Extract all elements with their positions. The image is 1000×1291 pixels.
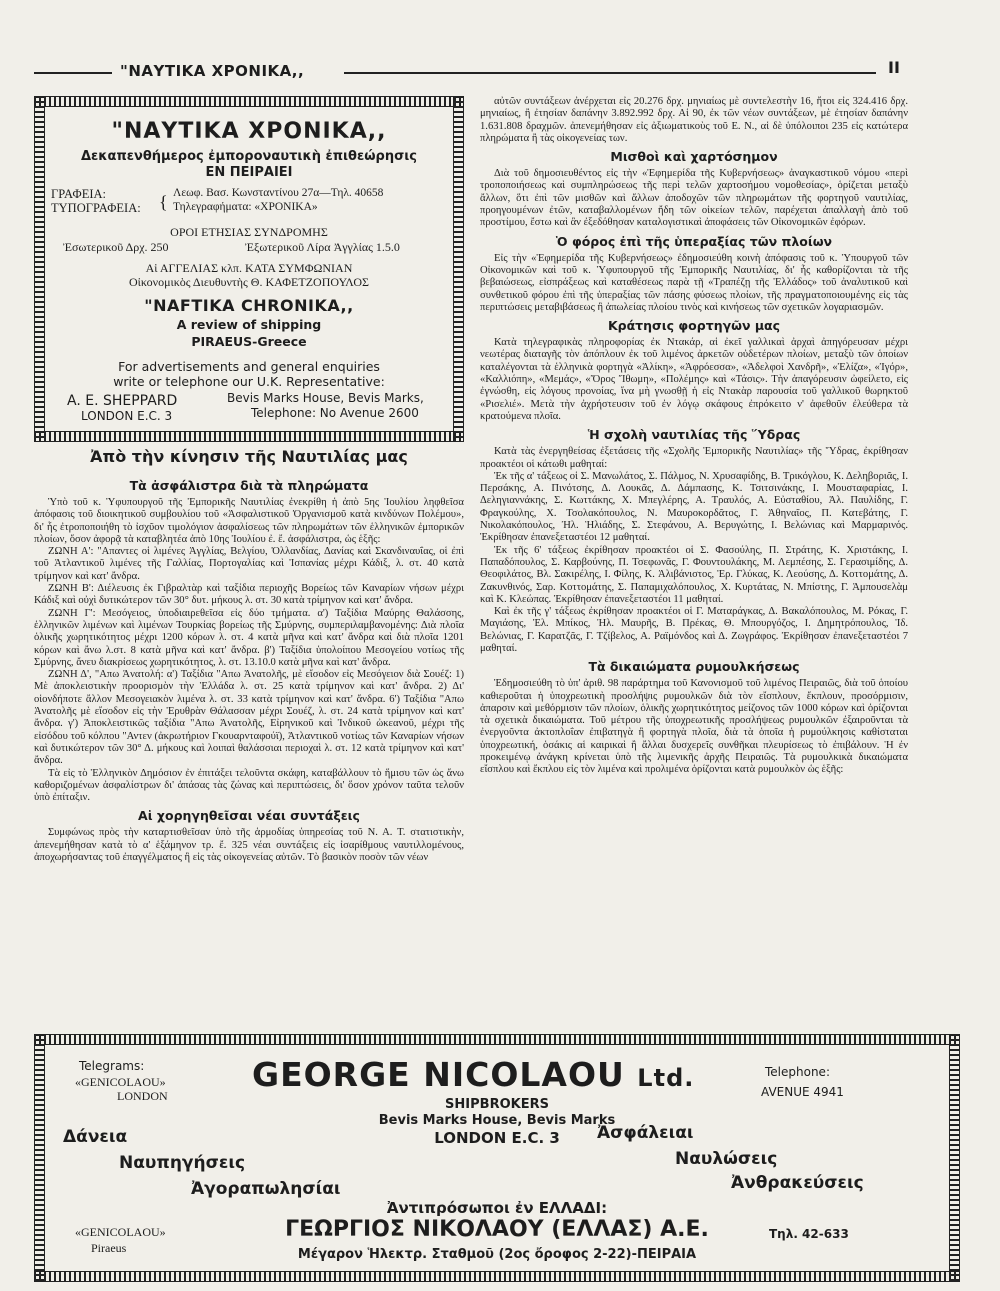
paragraph: Ἐκ τῆς 6' τάξεως ἐκρίθησαν προακτέοι οἱ Σ. Φασούλης, Π. Στράτης, Κ. Χριστάκης, Ι. Παπαδόπουλος, Σ. Καρβούνης, Π. Τσεφωνᾶς, Γ. Φουντουλάκης, Μ. Λεμπέσης, Σ. Γερασιμίδης, Δ. Θεοφιλάτος, Βλ. Σακιρέλης, Ι. Φίλης, Κ. Ἀλιβάνιστος, Ἐρ. Γλύκας, Κ. Λεούσης, Δ. Κοττομάτης, Δ. Ζακυνθινός, Σαρ. Κοττομάτης, Σ. Παπαμιχαλόπουλος, Χ. Κυρτάτας, Ν. Μπίστης, Γ. Ἀμπουσελὰμ καὶ Κ. Κλεώπας. Ἐκρίθησαν ἐπανεξεταστέοι 11 μαθηταί. bbox=[480, 544, 908, 605]
headline-pensions: Αἱ χορηγηθεῖσαι νέαι συντάξεις bbox=[138, 808, 360, 824]
paragraph: Ἐκ τῆς α' τάξεως οἱ Σ. Μανωλάτος, Σ. Πάλμος, Ν. Χρυσαφίδης, Β. Τρικόγλου, Κ. Δεληβοριᾶς, Ι. Περσάκης, Α. Πινότσης, Δ. Λουκᾶς, Δ. Δάμπασης, Κ. Τσιτσινάκης, Ι. Μουσταφαρίας, Ι. Δεληγιαννάκης, Σ. Κωττάκης, Χ. Μπεγλέρης, Α. Τραυλός, Α. Εὐσταθίου, Ἀλ. Παυλίδης, Γ. Φραγκούλης, Χ. Τσολακόπουλος, Ν. Μαυροκορδᾶτος, Γ. Ἀθηναῖος, Π. Κατεβάτης, Γ. Νικολακόπουλος, Ἠλ. Ἡλιάδης, Σ. Στεφάνου, Α. Βερυγώτης, Ι. Βελώνιας καὶ Μαρμαρινός. Ἐκρίθησαν ἐπανεξεταστέοι 12 μαθηταί. bbox=[480, 470, 908, 544]
advertising-terms: Αἱ ΑΓΓΕΛΙΑΣ κλπ. ΚΑΤΑ ΣΥΜΦΩΝΙΑΝ bbox=[145, 261, 353, 275]
company-name bbox=[252, 1055, 694, 1094]
greek-telegram-address: «GENICOLAOU» bbox=[75, 1225, 166, 1239]
running-head-rule-right bbox=[344, 72, 876, 74]
headline-detention: Κράτησις φορτηγῶν μας bbox=[607, 318, 781, 334]
telegraph-address: Τηλεγραφήματα: «ΧΡΟΝΙΚΑ» bbox=[173, 201, 318, 213]
right-column bbox=[480, 96, 908, 777]
representative-address: Bevis Marks House, Bevis Marks, bbox=[227, 391, 424, 405]
left-column bbox=[34, 446, 464, 864]
service-coaling: Ἀνθρακεύσεις bbox=[731, 1173, 864, 1193]
representative-name: A. E. SHEPPARD bbox=[67, 393, 178, 409]
company-suffix: Ltd. bbox=[637, 1064, 695, 1092]
subscription-foreign: Ἐξωτερικοῦ Λίρα Ἀγγλίας 1.5.0 bbox=[245, 240, 400, 254]
telegrams-address: «GENICOLAOU» bbox=[75, 1075, 166, 1089]
section-title: Ἀπὸ τὴν κίνησιν τῆς Ναυτιλίας μας bbox=[90, 447, 408, 466]
masthead-subtitle-english: A review of shipping bbox=[176, 317, 322, 332]
masthead-city-greek: ΕΝ ΠΕΙΡΑΙΕΙ bbox=[205, 165, 293, 180]
shipbrokers-label: SHIPBROKERS bbox=[445, 1097, 549, 1112]
company-name-text: GEORGE NICOLAOU bbox=[252, 1055, 625, 1094]
telephone-number: AVENUE 4941 bbox=[761, 1085, 844, 1099]
enquiries-line-1: For advertisements and general enquiries bbox=[118, 359, 380, 374]
paragraph: Καὶ ἐκ τῆς γ' τάξεως ἐκρίθησαν προακτέοι οἱ Γ. Ματαράγκας, Δ. Βακαλόπουλος, Μ. Ρόκας, Γ. Μαγιάσης, Ἐλ. Μπίκος, Ἠλ. Μαυρῆς, Β. Πρέκας, Θ. Μπουργόζος, Ι. Δημητρόπουλος, Ἰδ. Βελώνιας, Γ. Καρατζᾶς, Γ. Τζίβελος, Α. Ραϊμόνδος καὶ Δ. Ζωγράφος. Ἐκρίθησαν ἐπανεξεταστέοι 7 μαθηταί. bbox=[480, 606, 908, 654]
running-head-title: "ΝΑΥΤΙΚΑ ΧΡΟΝΙΚΑ,, bbox=[120, 62, 305, 80]
masthead-subtitle-greek: Δεκαπενθήμερος ἐμποροναυτικὴ ἐπιθεώρησις bbox=[80, 149, 417, 164]
running-head-rule-left bbox=[34, 72, 112, 74]
press-label: ΤΥΠΟΓΡΑΦΕΙΑ: bbox=[51, 201, 141, 215]
headline-insurance: Τὰ ἀσφάλιστρα διὰ τὰ πληρώματα bbox=[129, 478, 369, 493]
paragraph: αὐτῶν συντάξεων ἀνέρχεται εἰς 20.276 δρχ. μηνιαίως μὲ συντελεστὴν 16, ἤτοι εἰς 324.416 δρχ. μηνιαίως, ἢ ἐτησίαν δαπάνην 3.892.992 δρχ. Αἱ 90, ἐκ τῶν νέων συντάξεων, μὲ ἐτησίαν δαπάνην 1.631.808 δραχμῶν. ἀπενεμήθησαν εἰς ἀξιωματικοὺς τοῦ Ε. Ν., αἱ δὲ ὑπόλοιποι 235 εἰς κατώτερα πληρώματα ἢ τὰς οἰκογενείας των. bbox=[480, 96, 908, 144]
paragraph: Διὰ τοῦ δημοσιευθέντος εἰς τὴν «Ἐφημερίδα τῆς Κυβερνήσεως» ἀναγκαστικοῦ νόμου «περὶ τροποποιήσεως καὶ συμπληρώσεως τῆς περὶ τελῶν χαρτοσήμου νομοθεσίας», ὁρίζεται μεταξὺ ἄλλων, ὅτι ἐπὶ τῶν μισθῶν καὶ ἄλλων ἀποδοχῶν τῶν πληρωμάτων τῆς φορτηγοῦ ναυτιλίας, προηγουμένων ἐτῶν, καταβαλλομένων ἤδη τῶν οἰκείων τελῶν, παρέχεται ἀπαλλαγὴ ἀπὸ τοῦ προστίμου, ἔστω καὶ ἂν ἐξεδόθησαν καταλογιστικαὶ ἀποφάσεις τῶν Οἰκονομικῶν ἐφόρων. bbox=[480, 168, 908, 229]
offices-label: ΓΡΑΦΕΙΑ: bbox=[51, 187, 106, 201]
paragraph: ΖΩΝΗ Β': Διέλευσις ἐκ Γιβραλτὰρ καὶ ταξίδια περιοχῆς Βορείως τῶν Καναρίων νήσων μέχρι Κάδιξ καὶ οὐχὶ δυτικώτερον τῶν 30° δυτ. μήκους λ. στ. 30 κατὰ τρίμηνον καὶ κατ' ἄνδρα. bbox=[34, 583, 464, 607]
london-address: Bevis Marks House, Bevis Marks bbox=[378, 1113, 616, 1128]
enquiries-line-2: write or telephone our U.K. Representative: bbox=[113, 374, 385, 389]
service-insurance: Ἀσφάλειαι bbox=[597, 1123, 694, 1143]
offices-brace: { bbox=[159, 192, 168, 212]
paragraph: Τὰ εἰς τὸ Ἑλληνικὸν Δημόσιον ἐν ἐπιτάξει τελοῦντα σκάφη, καταβάλλουν τὸ ἥμισυ τῶν ὡς ἄνω καθοριζομένων ἀσφαλίστρων δι' ἁπάσας τὰς ζώνας καὶ περιπτώσεις, δι' ὅσον χρόνον ταῦτα τελοῦν ὑπὸ ἐπίταξιν. bbox=[34, 767, 464, 804]
representative-city: LONDON E.C. 3 bbox=[81, 409, 173, 423]
masthead-title-english: "NAFTIKA CHRONIKA,, bbox=[144, 296, 354, 315]
greek-address: Μέγαρον Ἡλεκτρ. Σταθμοῦ (2ος ὄροφος 2-22)-ΠΕΙΡΑΙΑ bbox=[297, 1247, 697, 1262]
telephone-label: Telephone: bbox=[765, 1065, 830, 1079]
masthead-title-greek: "ΝΑΥΤΙΚΑ ΧΡΟΝΙΚΑ,, bbox=[111, 119, 387, 144]
greece-representatives: Ἀντιπρόσωποι ἐν ΕΛΛΑΔΙ: bbox=[386, 1199, 608, 1217]
financial-director: Οἰκονομικὸς Διευθυντὴς Θ. ΚΑΦΕΤΖΟΠΟΥΛΟΣ bbox=[128, 275, 370, 289]
paragraph: Κατὰ τηλεγραφικὰς πληροφορίας ἐκ Ντακάρ, αἱ ἐκεῖ γαλλικαὶ ἀρχαὶ ἀπηγόρευσαν μέχρι νεωτέρας διαταγῆς τὸν ἀπόπλουν ἐκ τοῦ λιμένος ἀρκετῶν οὐδετέρων πλοίων, μεταξὺ τῶν ὁποίων καταλέγονται τὰ ἑλληνικὰ φορτηγὰ «Ἀλίκη», «Ἀφρόεσσα», «Ἀδελφοὶ Χανδρῆ», «Ἐλίζα», «Ἰγόρ», «Καλλιόπη», «Μεμάς», «Ὄρος Ἴθωμη», «Πολέμης» καὶ «Τάσις». Τὴν ἀπαγόρευσιν ὠφείλετο, εἰς ἐγνώσθη, εἰς λόγους προνοίας, ἵνα μὴ γνωσθῇ ἡ εἰς Ντακὰρ παρουσία τοῦ γαλλικοῦ θωρηκτοῦ «Ρισελιέ». Μετὰ τὴν ἀχρήστευσιν τοῦ ἐν λόγῳ σκάφους ἐπρόκειτο ν' ἀφεθοῦν ἐλεύθερα τὰ κρατούμενα πλοῖα. bbox=[480, 337, 908, 422]
masthead-border-right bbox=[453, 96, 464, 442]
advert-border-left bbox=[34, 1034, 45, 1282]
paragraph: ΖΩΝΗ Δ', "Απω Ἀνατολή: α') Ταξίδια "Απω Ἀνατολῆς, μὲ εἴσοδον εἰς Μεσόγειον διὰ Σουέζ: 1) Μὲ ἀποκλειστικὴν προορισμὸν τὴν Ἑλλάδα λ. στ. 25 κατὰ τρίμηνον καὶ κατ' ἄνδρα. 2) Δι' οἱονδήποτε ἄλλον Μεσογειακὸν λιμένα λ. στ. 33 κατὰ τρίμηνον καὶ κατ' ἄνδρα. 6') Ταξίδια "Απω Ἀνατολῆς μὲ εἴσοδον εἰς τὴν Ἐρυθρὰν Θάλασσαν μέχρι Σουέζ, λ. στ. 24 κατὰ τρίμηνον καὶ κατ' ἄνδρα. γ') Ἀποκλειστικῶς ταξίδια "Απω Ἀνατολῆς, Εἰρηνικοῦ καὶ Ἰνδικοῦ ὠκεανοῦ, μέχρι τῆς εἰσόδου τοῦ κόλπου "Αντεν (ἀκρωτήριον Γκουαρνταφούϊ), Ἀτλαντικοῦ νοτίως τῶν Καναρίων νήσων καὶ δυτικώτερον τῶν 30° Δ. μήκους καὶ λοιπαὶ θαλάσσιαι περιοχαὶ λ. στ. 12 κατὰ τρίμηνον καὶ κατ' ἄνδρα. bbox=[34, 669, 464, 767]
london-city: LONDON E.C. 3 bbox=[434, 1129, 560, 1147]
running-head bbox=[34, 58, 958, 84]
greek-telephone: Τηλ. 42-633 bbox=[769, 1227, 849, 1241]
paragraph: Ἐδημοσιεύθη τὸ ὑπ' ἀριθ. 98 παράρτημα τοῦ Κανονισμοῦ τοῦ λιμένος Πειραιῶς, διὰ τοῦ ὁποίου καθιεροῦται ἡ ὑποχρεωτικὴ προσλήψις ρυμουλκῶν διὰ τὸν εἴσπλουν, ἔκπλουν, προσόρμισιν, ἀπαρσιν καὶ μεθόρμισιν τῶν πλοίων, ὁλικῆς χωρητικότητος μείζονος τῶν 1000 κόρων καὶ ὁρίζονται τὰ σχετικὰ δικαιώματα. Τοῦ μέτρου τῆς ὑποχρεωτικῆς προσλήψεως ρυμουλκῶν ἐξαιροῦνται τὰ ἐνεργοῦντα ἀκτοπλοΐαν ἐπιβατηγὰ ἢ φορτηγὰ πλοῖα, διὰ τὰ ὁποῖα ἡ ρυμούλκησις καθίσταται ὑποχρεωτική, ὁσάκις αἱ καιρικαὶ ἢ ἄλλαι δυσχερεῖς συνθῆκαι πλευρίσεως τὸ ἐπιβάλουν. Ἡ ἐν προκειμένῳ ἀνάγκη κρίνεται ὑπὸ τῆς λιμενικῆς ἀρχῆς Πειραιῶς. Τὰ ρυμουλκικὰ δικαιώματα εἴσπλου καὶ ἔκπλου εἰς τὸν λιμένα καὶ προλιμένα ὁρίζονται κατὰ ρυμουλκὸν ὡς ἑξῆς: bbox=[480, 678, 908, 776]
paragraph: Κατὰ τὰς ἐνεργηθείσας ἐξετάσεις τῆς «Σχολῆς Ἐμπορικῆς Ναυτιλίας» τῆς Ὕδρας, ἐκρίθησαν προακτέοι οἱ κάτωθι μαθηταί: bbox=[480, 446, 908, 470]
telegrams-label: Telegrams: bbox=[79, 1059, 145, 1073]
headline-ship-tax: Ὁ φόρος ἐπὶ τῆς ὑπεραξίας τῶν πλοίων bbox=[555, 233, 833, 249]
paragraph: ΖΩΝΗ Α': "Απαντες οἱ λιμένες Ἀγγλίας, Βελγίου, Ὀλλανδίας, Δανίας καὶ Σκανδιναυΐας, οἱ ἐπὶ τοῦ Ἀτλαντικοῦ λιμένες τῆς Γαλλίας, Πορτογαλίας καὶ Ἰσπανίας μέχρι Κάδιξ, λ. στ. 40 κατὰ τρίμηνον καὶ κατ' ἄνδρα. bbox=[34, 546, 464, 582]
paragraph: ΖΩΝΗ Γ': Μεσόγειος, ὑποδιαιρεθεῖσα εἰς δύο τμήματα. α') Ταξίδια Μαύρης Θαλάσσης, ἑλληνικῶν λιμένων καὶ λιμένων Τουρκίας βορείως τῆς Σμύρνης, συμπεριλαμβανομένης: Διὰ πλοῖα ὁλικῆς χωρητικότητος μέχρι 1200 κόρων λ. στ. 4 κατὰ μῆνα καὶ κατ' ἄνδρα καὶ διὰ πλοῖα 1201 κόρων καὶ ἄνω λ.στ. 8 κατὰ μῆνα καὶ κατ' ἄνδρα. β') Ταξίδια ὑπολοίπου Μεσογείου νοτίως τῆς Σμύρνης, ἄνευ διακρίσεως χωρητικότητος, λ. στ. 13.10.0 κατὰ μῆνα καὶ κατ' ἄνδρα. bbox=[34, 607, 464, 668]
masthead-box bbox=[34, 96, 464, 442]
offices-address: Λεωφ. Βασ. Κωνσταντίνου 27α—Τηλ. 40658 bbox=[173, 187, 384, 199]
paragraph: Ὑπὸ τοῦ κ. Ὑφυπουργοῦ τῆς Ἐμπορικῆς Ναυτιλίας ἐνεκρίθη ἡ ἀπὸ 5ης Ἰουλίου ληφθεῖσα ἀπόφασις τοῦ διοικητικοῦ συμβουλίου τοῦ «Ἀσφαλιστικοῦ Ὀργανισμοῦ κατὰ κινδύνων Πολέμου», δι' ἧς ἐτροποποιήθη τὸ ἰσχῦον τιμολόγιον ἀσφαλίσεως τῶν πληρωμάτων τῶν ἑλληνικῶν ἐμπορικῶν πλοίων, ὅσον ἀφορᾷ τὰ καταβλητέα ἀπὸ 10ης Ἰουλίου ἐ. ἔ. ἀσφάλιστρα, ὡς ἑξῆς: bbox=[34, 497, 464, 545]
greek-telegram-city: Piraeus bbox=[91, 1241, 127, 1255]
headline-wages: Μισθοὶ καὶ χαρτόσημον bbox=[610, 149, 778, 165]
advert-border-right bbox=[949, 1034, 960, 1282]
masthead-border-top bbox=[34, 96, 464, 107]
service-shipbuilding: Ναυπηγήσεις bbox=[119, 1153, 246, 1173]
advertisement-box bbox=[34, 1034, 960, 1282]
paragraph: Εἰς τὴν «Ἐφημερίδα τῆς Κυβερνήσεως» ἐδημοσιεύθη κοινὴ ἀπόφασις τοῦ κ. Ὑπουργοῦ τῶν Οἰκονομικῶν καὶ τοῦ κ. Ὑφυπουργοῦ τῆς Ἐμπορικῆς Ναυτιλίας, δι' ἧς καθορίζονται τὰ τῆς βεβαιώσεως, εἰσπράξεως καὶ καταθέσεως παρὰ τῇ «Τραπέζῃ τῆς Ἑλλάδος» τοῦ ἀναλυτικοῦ καὶ συνθετικοῦ φόρου ἐπὶ τῆς ὑπεραξίας τῶν πάσης φύσεως πλοίων, τῆς πραγματοποιουμένης εἰς τὰς περιπτώσεις μεταβιβάσεως ἢ ἀπωλείας πλοίου τινὸς καὶ κινήσεως τῶν σχετικῶν λογαριασμῶν. bbox=[480, 252, 908, 313]
advert-border-top bbox=[34, 1034, 960, 1045]
service-trading: Ἀγοραπωλησίαι bbox=[191, 1179, 341, 1199]
page-number: II bbox=[888, 58, 900, 77]
subscription-domestic: Ἐσωτερικοῦ Δρχ. 250 bbox=[63, 240, 169, 254]
advert-border-bottom bbox=[34, 1271, 960, 1282]
headline-hydra-school: Ἡ σχολὴ ναυτιλίας τῆς Ὕδρας bbox=[587, 427, 801, 443]
paragraph: Συμφώνως πρὸς τὴν καταρτισθεῖσαν ὑπὸ τῆς ἁρμοδίας ὑπηρεσίας τοῦ Ν. Α. Τ. στατιστικὴν, ἀπενεμήθησαν κατὰ τὸ α' ἑξάμηνον τρ. ἔ. 325 νέαι συντάξεις εἰς ἰσαρίθμους ναυτιλλομένους, ἀποχωρήσαντας τοῦ ἐπαγγέλματος ἢ εἰς τὰς οἰκογενείας αὐτῶν. Τὸ βασικὸν ποσὸν τῶν νέων bbox=[34, 827, 464, 864]
masthead-border-left bbox=[34, 96, 45, 442]
headline-towage: Τὰ δικαιώματα ρυμουλκήσεως bbox=[588, 659, 800, 675]
service-chartering: Ναυλώσεις bbox=[675, 1149, 778, 1169]
masthead-city-english: PIRAEUS-Greece bbox=[191, 334, 307, 349]
greek-company-name: ΓΕΩΡΓΙΟΣ ΝΙΚΟΛΑΟΥ (ΕΛΛΑΣ) Α.Ε. bbox=[285, 1217, 709, 1242]
service-loans: Δάνεια bbox=[63, 1127, 128, 1147]
masthead-border-bottom bbox=[34, 431, 464, 442]
telegrams-city: LONDON bbox=[117, 1089, 168, 1103]
subscription-terms-heading: ΟΡΟΙ ΕΤΗΣΙΑΣ ΣΥΝΔΡΟΜΗΣ bbox=[170, 225, 328, 239]
representative-telephone: Telephone: No Avenue 2600 bbox=[251, 406, 419, 420]
